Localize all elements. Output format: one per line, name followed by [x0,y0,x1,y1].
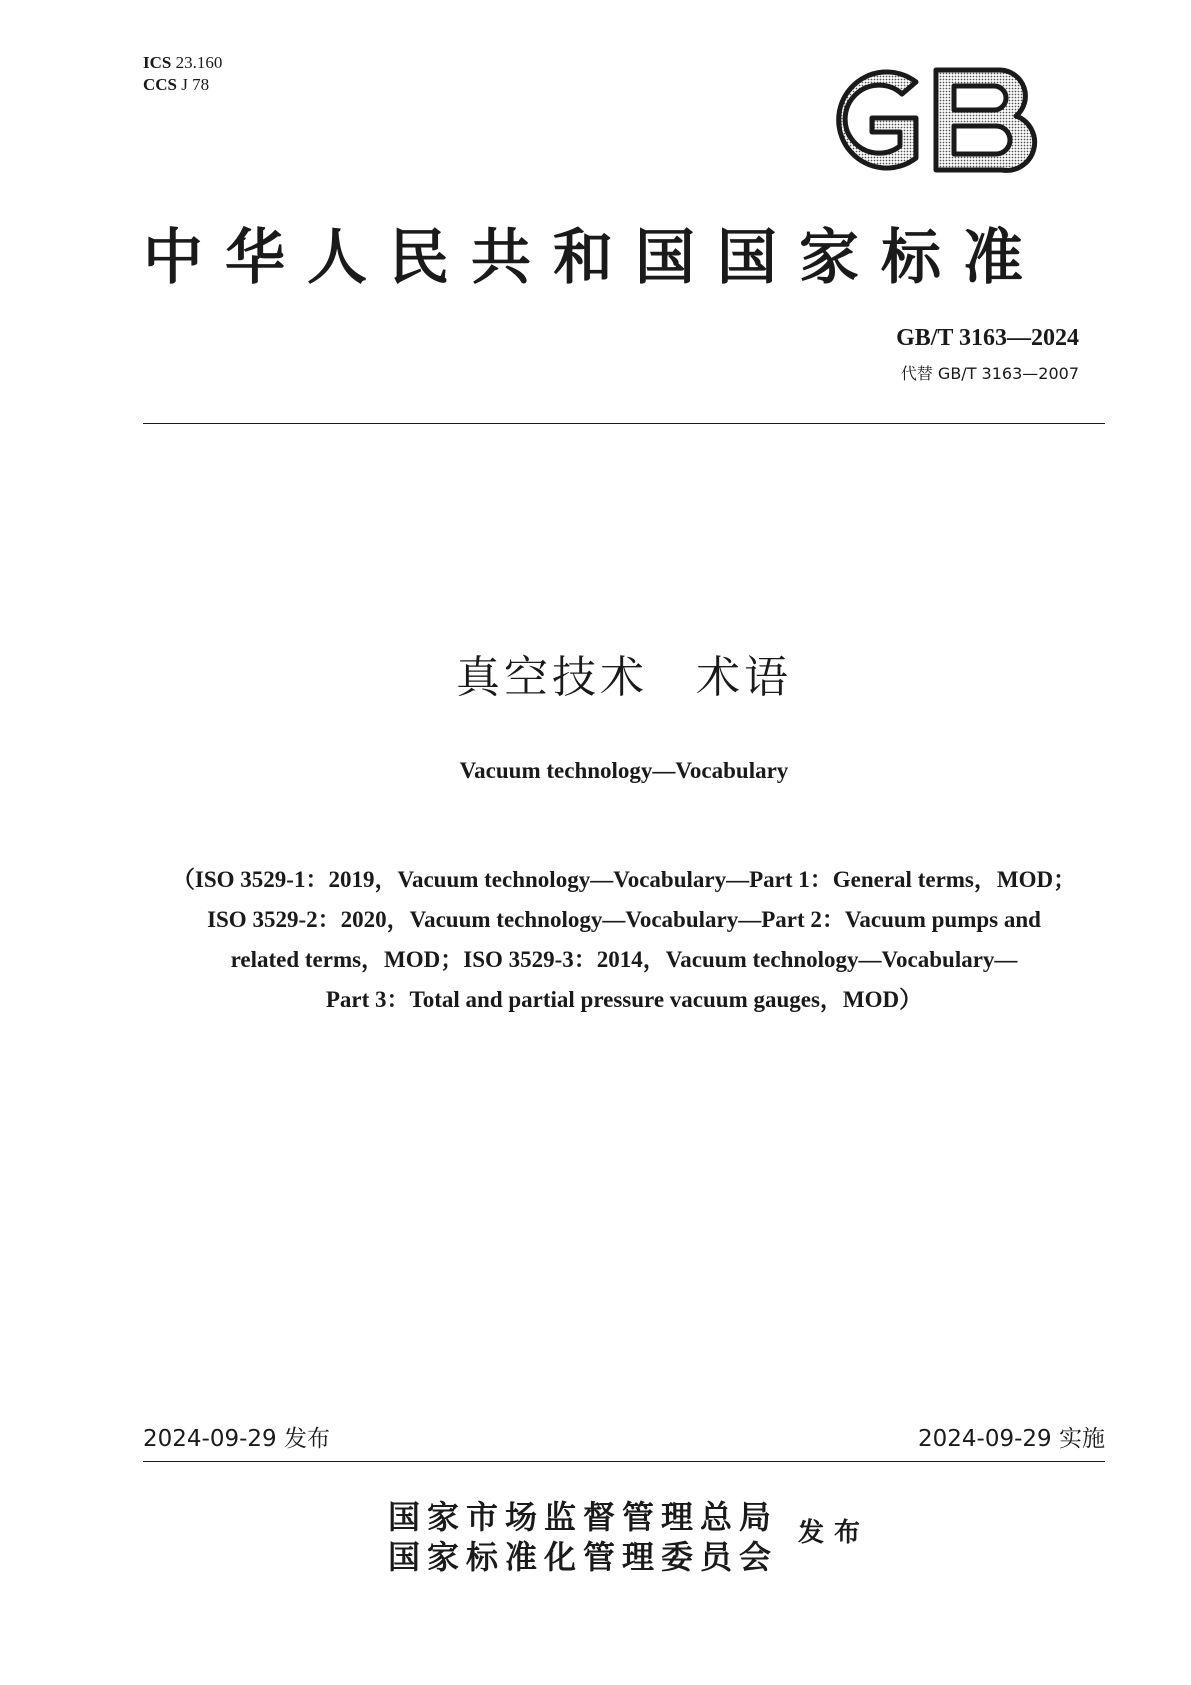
ics-value: 23.160 [175,53,223,72]
issue-date: 2024-09-29 发布 [143,1426,330,1452]
gb-logo [810,60,1038,180]
iso-reference-line: related terms，MOD；ISO 3529-3：2014，Vacuum technology—Vocabulary— [230,947,1018,972]
issuing-authorities [388,1497,778,1577]
iso-reference-line: ISO 3529-2：2020，Vacuum technology—Vocabulary—Part 2：Vacuum pumps and [207,907,1041,932]
issuer-samr: 国家市场监督管理总局 [388,1498,779,1536]
gb-logo-text: GB [922,129,926,131]
document-title-cn: 真空技术 术语 [456,652,792,703]
iso-reference-line: Part 3：Total and partial pressure vacuum gauges，MOD） [325,987,923,1012]
bottom-divider [143,1461,1105,1462]
ccs-label: CCS [143,75,178,94]
national-standard-title: 中华人民共和国国家标准 [143,223,1045,293]
issuer-sac: 国家标准化管理委员会 [388,1538,779,1576]
publish-label: 发布 [798,1518,871,1548]
top-divider [143,423,1105,424]
ics-label: ICS [143,53,172,72]
document-title-en: Vacuum technology—Vocabulary [459,758,789,783]
ccs-code [143,74,222,96]
iso-reference [143,860,1105,1020]
classification-codes [143,52,222,96]
ics-code [143,52,222,74]
replaces-standard: 代替 GB/T 3163—2007 [900,364,1079,383]
iso-reference-line: （ISO 3529-1：2019，Vacuum technology—Vocabulary—Part 1：General terms，MOD； [171,867,1077,892]
standard-number: GB/T 3163—2024 [896,325,1079,351]
implementation-date: 2024-09-29 实施 [918,1426,1105,1452]
ccs-value: J 78 [181,75,210,94]
